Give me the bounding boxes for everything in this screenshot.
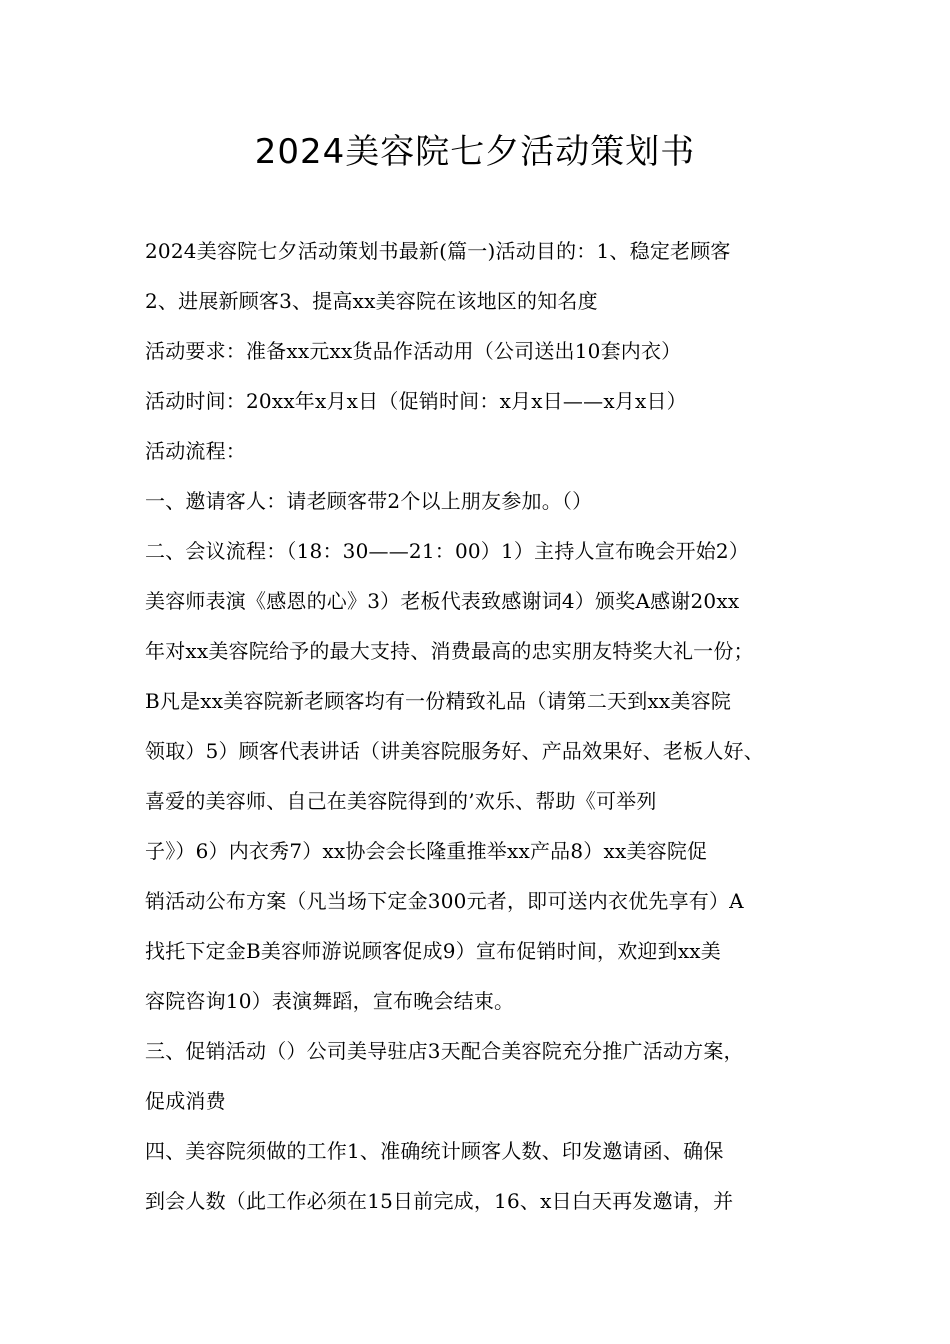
body-line: 一、邀请客人：请老顾客带2个以上朋友参加。（） (145, 489, 593, 513)
body-line: 2024美容院七夕活动策划书最新(篇一)活动目的：1、稳定老顾客 (145, 239, 731, 263)
body-line: 销活动公布方案（凡当场下定金300元者，即可送内衣优先享有）A (145, 889, 744, 913)
body-line: 子》）6）内衣秀7）xx协会会长隆重推举xx产品8）xx美容院促 (145, 839, 708, 863)
body-line: 喜爱的美容师、自己在美容院得到的’欢乐、帮助《可举列 (145, 789, 657, 813)
body-line: 三、促销活动（）公司美导驻店3天配合美容院充分推广活动方案， (145, 1039, 744, 1063)
body-line: 四、美容院须做的工作1、准确统计顾客人数、印发邀请函、确保 (145, 1139, 724, 1163)
body-line: B凡是xx美容院新老顾客均有一份精致礼品（请第二天到xx美容院 (145, 689, 732, 713)
body-line: 容院咨询10）表演舞蹈，宣布晚会结束。 (145, 989, 515, 1013)
document-title: 2024美容院七夕活动策划书 (254, 132, 696, 172)
body-line: 到会人数（此工作必须在15日前完成，16、x日白天再发邀请，并 (145, 1189, 734, 1213)
body-line: 活动时间：20xx年x月x日（促销时间：x月x日——x月x日） (145, 389, 687, 413)
body-line: 领取）5）顾客代表讲话（讲美容院服务好、产品效果好、老板人好、 (145, 739, 764, 763)
body-line: 活动要求：准备xx元xx货品作活动用（公司送出10套内衣） (145, 339, 682, 363)
body-line: 二、会议流程：（18：30——21：00）1）主持人宣布晚会开始2） (145, 539, 750, 563)
body-line: 活动流程： (145, 439, 246, 463)
body-line: 找托下定金B美容师游说顾客促成9）宣布促销时间，欢迎到xx美 (145, 939, 721, 963)
body-line: 美容师表演《感恩的心》3）老板代表致感谢词4）颁奖A感谢20xx (145, 589, 740, 613)
body-line: 年对xx美容院给予的最大支持、消费最高的忠实朋友特奖大礼一份； (145, 639, 754, 663)
document-body (145, 228, 810, 1228)
body-line: 促成消费 (145, 1089, 226, 1113)
body-line: 2、进展新顾客3、提高xx美容院在该地区的知名度 (145, 289, 598, 313)
